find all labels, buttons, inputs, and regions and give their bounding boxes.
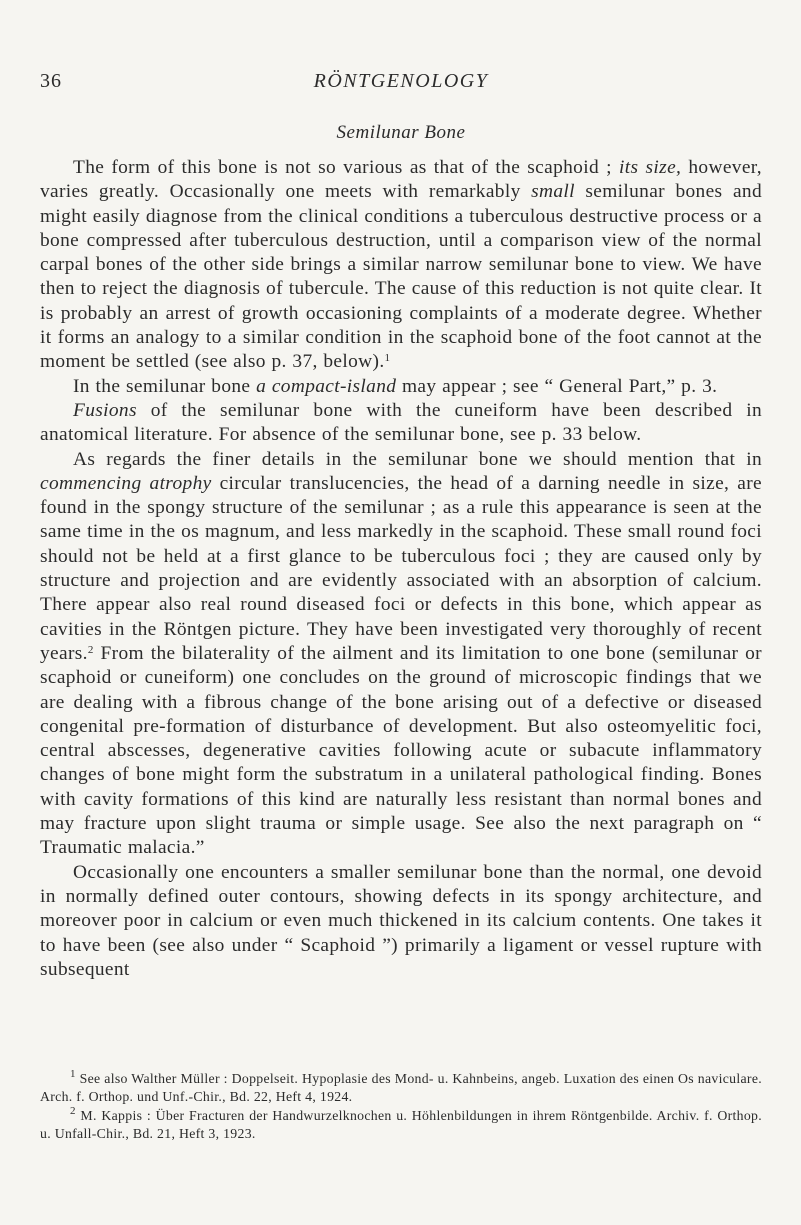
footnote-marker: 2 xyxy=(87,643,94,656)
text-run: The form of this bone is not so various as that of the scaphoid ; xyxy=(73,157,620,178)
footnotes xyxy=(40,1070,762,1143)
paragraph xyxy=(40,861,762,982)
italic-text: commencing atrophy xyxy=(40,472,212,494)
section-heading: Semilunar Bone xyxy=(336,122,466,143)
text-run: of the semilunar bone with the cuneiform have been described in anatomical literature. For absence of the semilunar bone, see p. 33 below. xyxy=(40,399,762,446)
running-head: RÖNTGENOLOGY xyxy=(313,70,489,92)
footnote-text: M. Kappis : Über Fracturen der Handwurzelknochen u. Höhlenbildungen in ihrem Röntgenbilde. Archiv. f. Orthop. u. Unfall-Chir., Bd. 21, Heft 3, 1923. xyxy=(40,1107,762,1141)
italic-text: small xyxy=(531,181,575,203)
page-number: 36 xyxy=(40,70,62,92)
footnote-marker: 1 xyxy=(384,352,391,365)
footnote-number: 2 xyxy=(70,1104,76,1117)
footnote-number: 1 xyxy=(70,1068,76,1080)
text-run: may appear ; see “ General Part,” p. 3. xyxy=(396,375,718,397)
page-header xyxy=(40,70,762,98)
italic-text: Fusions xyxy=(73,399,137,421)
footnote xyxy=(40,1070,762,1107)
text-run: semilunar bones and might easily diagnose from the clinical conditions a tuberculous destructive process or a bone compressed after tuberculous destruction, until a comparison view of the normal carpal bones of the other side brings a similar narrow semilunar bone to view. We have then to reject the diagnosis of tubercule. The cause of this reduction is not quite clear. It is probably an arrest of growth occasioning complaints of a moderate degree. Whether it forms an analogy to a similar condition in the scaphoid bone of the foot cannot at the moment be settled (see also p. 37, below). xyxy=(40,181,762,373)
text-run: As regards the finer details in the semilunar bone we should mention that in xyxy=(73,448,762,470)
text-run: Occasionally one encounters a smaller semilunar bone than the normal, one devoid in normally defined outer contours, showing defects in its spongy architecture, and moreover poor in calcium or even much thickened in its calcium contents. One takes it to have been (see also under “ Scaphoid ”) primarily a ligament or vessel rupture with subsequent xyxy=(40,861,762,980)
paragraph xyxy=(40,399,762,448)
footnote-text: See also Walther Müller : Doppelseit. Hypoplasie des Mond- u. Kahnbeins, angeb. Luxation des einen Os naviculare. Arch. f. Orthop. und Unf.-Chir., Bd. 22, Heft 4, 1924. xyxy=(40,1071,762,1105)
paragraph xyxy=(40,156,762,375)
italic-text: a compact-island xyxy=(256,375,397,397)
text-run: however, varies greatly. Occasionally one meets with remarkably xyxy=(40,157,763,203)
text-run: circular translucencies, the head of a darning needle in size, are found in the spongy structure of the semilunar ; as a rule this appearance is seen at the same time in the os magnum, and less markedly in the scaphoid. These small round foci should not be held at a first glance to be tuberculous foci ; they are caused only by structure and projection and are evidently associated with an absorption of calcium. There appear also real round diseased foci or defects in this bone, which appear as cavities in the Röntgen picture. They have been investigated very thoroughly of recent years. xyxy=(40,472,762,664)
paragraph xyxy=(40,375,762,399)
body-text xyxy=(40,156,762,982)
paragraph xyxy=(40,448,762,861)
italic-text: its size, xyxy=(619,157,682,178)
text-run: From the bilaterality of the ailment and its limitation to one bone (semilunar or scaphoid or cuneiform) one concludes on the ground of microscopic findings that we are dealing with a fibrous change of the bone arising out of a defective or diseased congenital pre-formation of disturbance of development. But also osteomyelitic foci, central abscesses, degenerative cavities following acute or subacute inflammatory changes of bone might form the substratum in a unilateral pathological finding. Bones with cavity formations of this kind are naturally less resistant than normal bones and may fracture upon slight trauma or simple usage. See also the next paragraph on “ Traumatic malacia.” xyxy=(40,642,762,859)
text-run: In the semilunar bone xyxy=(73,375,257,397)
footnote xyxy=(40,1104,762,1144)
